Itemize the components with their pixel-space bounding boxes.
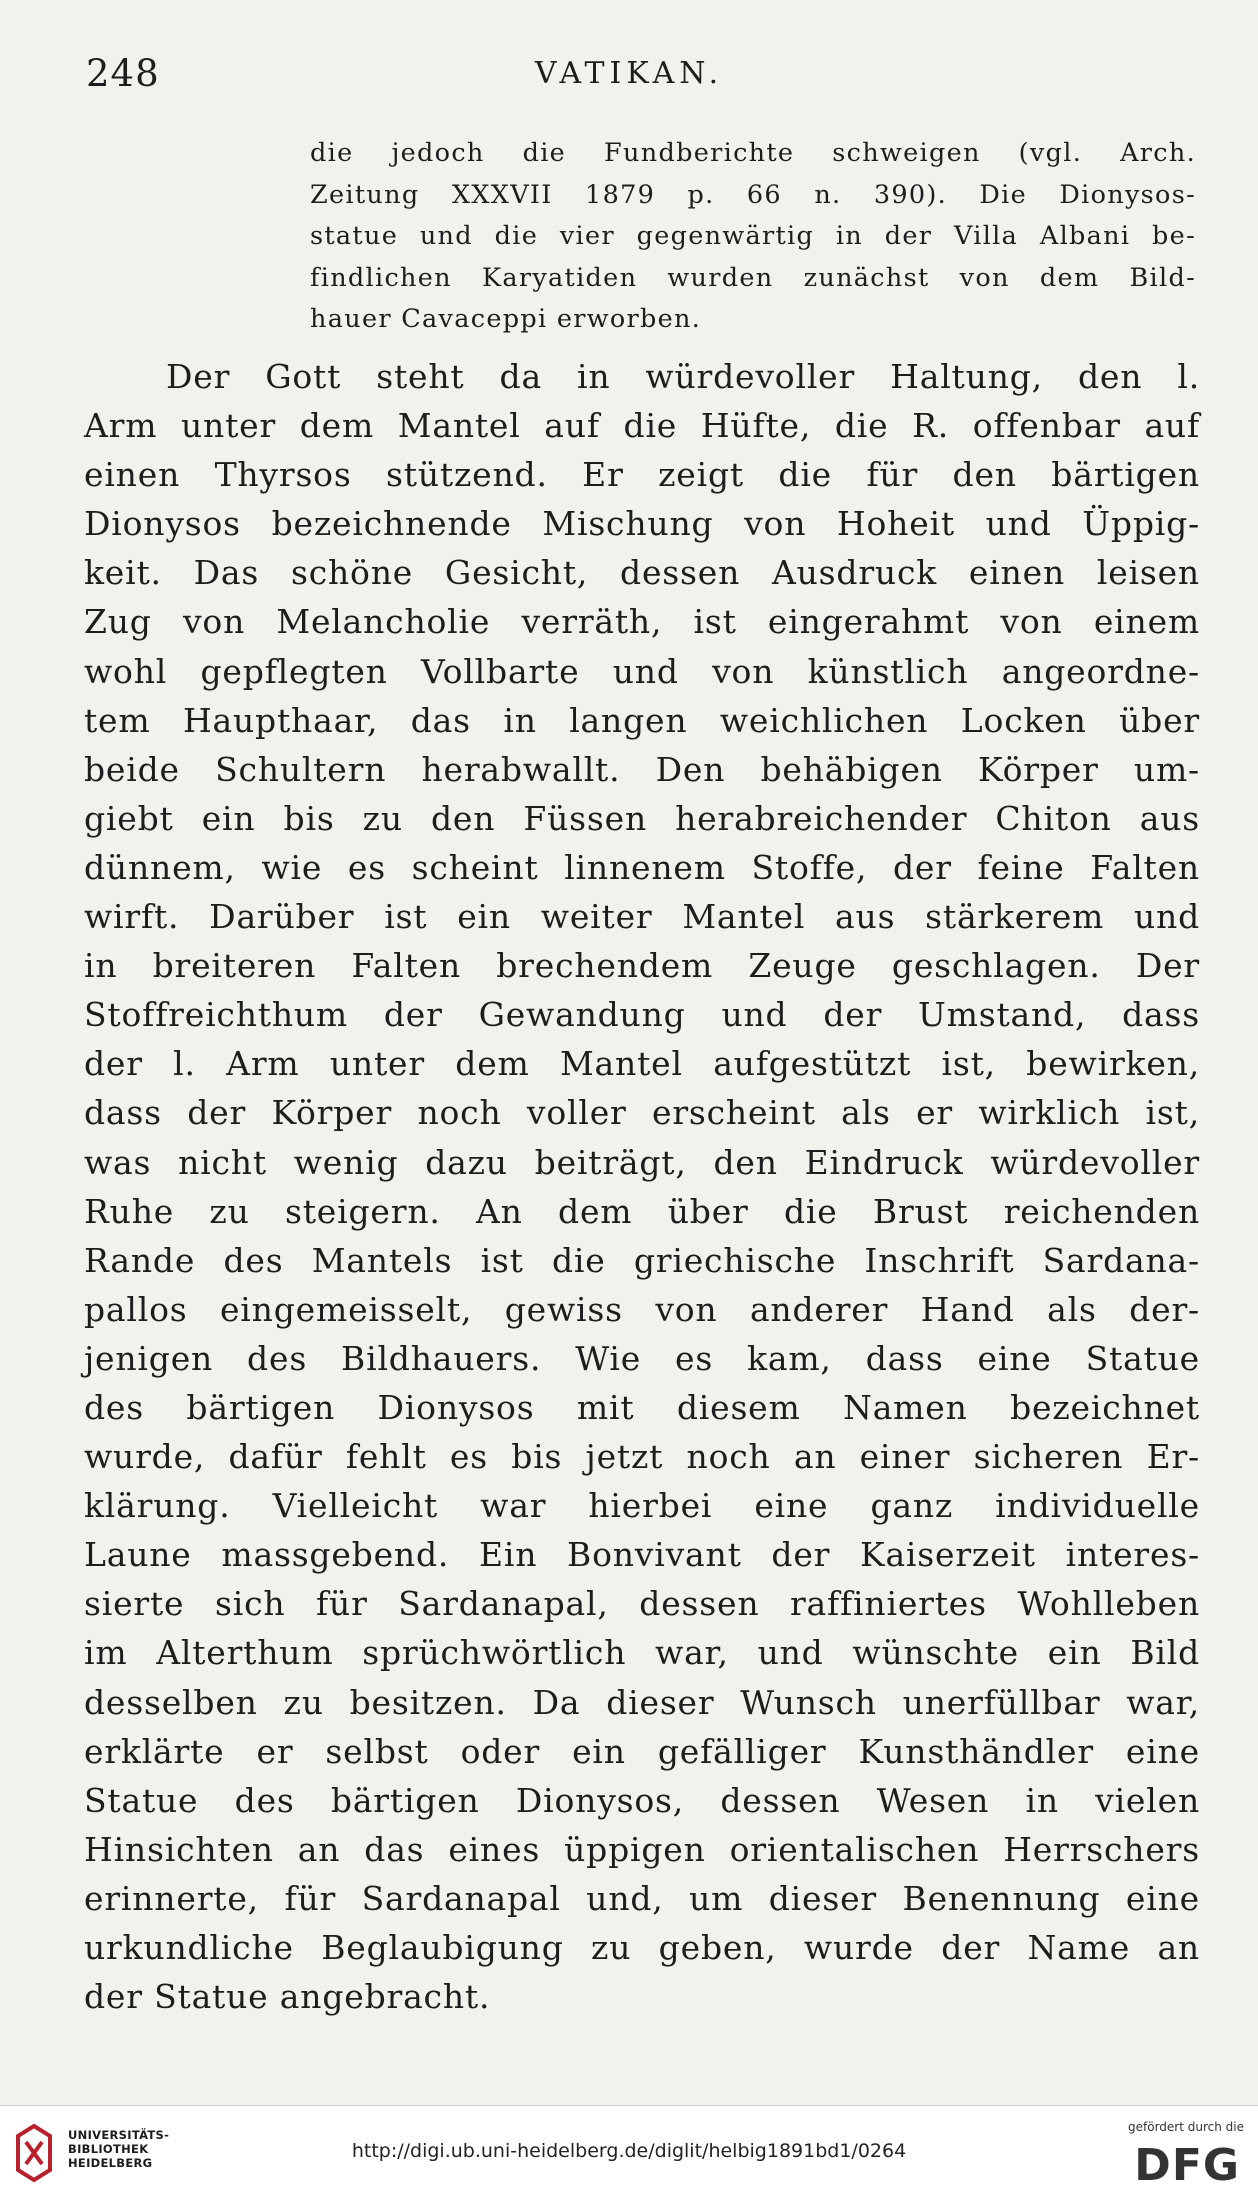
body-paragraph bbox=[84, 352, 1200, 2021]
text-line: Hinsichten an das eines üppigen orientalischen Herrschers bbox=[84, 1829, 1200, 1869]
text-line: erklärte er selbst oder ein gefälliger Kunsthändler eine bbox=[84, 1731, 1200, 1771]
text-line: beide Schultern herabwallt. Den behäbigen Körper um- bbox=[84, 749, 1200, 789]
footnote-line: hauer Cavaceppi erworben. bbox=[310, 304, 702, 334]
page-number: 248 bbox=[86, 52, 160, 95]
text-line: des bärtigen Dionysos mit diesem Namen bezeichnet bbox=[84, 1387, 1200, 1427]
text-line: Statue des bärtigen Dionysos, dessen Wesen in vielen bbox=[84, 1780, 1200, 1820]
text-line: jenigen des Bildhauers. Wie es kam, dass eine Statue bbox=[84, 1338, 1200, 1378]
footnote-line: die jedoch die Fundberichte schweigen (vgl. Arch. bbox=[310, 138, 1196, 168]
text-line: desselben zu besitzen. Da dieser Wunsch unerfüllbar war, bbox=[84, 1682, 1200, 1722]
text-line: im Alterthum sprüchwörtlich war, und wünschte ein Bild bbox=[84, 1633, 1200, 1673]
dfg-logo[interactable]: DFG bbox=[1134, 2140, 1240, 2191]
text-line: giebt ein bis zu den Füssen herabreichender Chiton aus bbox=[84, 798, 1200, 838]
text-line: der l. Arm unter dem Mantel aufgestützt ist, bewirken, bbox=[84, 1044, 1200, 1084]
text-line: was nicht wenig dazu beiträgt, den Eindruck würdevoller bbox=[84, 1142, 1200, 1182]
text-line: in breiteren Falten brechendem Zeuge geschlagen. Der bbox=[84, 946, 1200, 986]
footnote-block bbox=[310, 133, 1196, 341]
text-line: dass der Körper noch voller erscheint als er wirklich ist, bbox=[84, 1093, 1200, 1133]
text-line: sierte sich für Sardanapal, dessen raffiniertes Wohlleben bbox=[84, 1584, 1200, 1624]
text-line: einen Thyrsos stützend. Er zeigt die für den bärtigen bbox=[84, 455, 1200, 495]
text-line: Stoffreichthum der Gewandung und der Umstand, dass bbox=[84, 995, 1200, 1035]
footnote-line: statue und die vier gegenwärtig in der Villa Albani be- bbox=[310, 221, 1196, 251]
footnote-line: Zeitung XXXVII 1879 p. 66 n. 390). Die Dionysos- bbox=[310, 179, 1196, 210]
permalink-url[interactable]: http://digi.ub.uni-heidelberg.de/diglit/helbig1891bd1/0264 bbox=[351, 2140, 907, 2162]
text-line: wohl gepflegten Vollbarte und von künstlich angeordne- bbox=[84, 651, 1200, 691]
text-line: urkundliche Beglaubigung zu geben, wurde der Name an bbox=[84, 1928, 1200, 1967]
text-line: keit. Das schöne Gesicht, dessen Ausdruck einen leisen bbox=[84, 553, 1200, 593]
text-line: Ruhe zu steigern. An dem über die Brust reichenden bbox=[84, 1191, 1200, 1231]
text-line: Arm unter dem Mantel auf die Hüfte, die R. offenbar auf bbox=[84, 406, 1200, 446]
text-line: klärung. Vielleicht war hierbei eine ganz individuelle bbox=[84, 1486, 1200, 1526]
running-title: VATIKAN. bbox=[534, 56, 724, 91]
text-line: Dionysos bezeichnende Mischung von Hoheit und Üppig- bbox=[84, 504, 1200, 544]
text-line: wurde, dafür fehlt es bis jetzt noch an einer sicheren Er- bbox=[84, 1437, 1200, 1477]
text-line: pallos eingemeisselt, gewiss von anderer Hand als der- bbox=[84, 1289, 1200, 1329]
text-line: erinnerte, für Sardanapal und, um dieser Benennung eine bbox=[84, 1878, 1200, 1918]
text-line: Der Gott steht da in würdevoller Haltung, den l. bbox=[166, 357, 1200, 396]
footnote-line: findlichen Karyatiden wurden zunächst von dem Bild- bbox=[310, 262, 1196, 293]
text-line: der Statue angebracht. bbox=[84, 1977, 491, 2017]
text-line: Zug von Melancholie verräth, ist eingerahmt von einem bbox=[84, 602, 1200, 642]
text-line: Rande des Mantels ist die griechische Inschrift Sardana- bbox=[84, 1240, 1200, 1280]
viewer-footer bbox=[0, 2105, 1258, 2198]
text-line: Laune massgebend. Ein Bonvivant der Kaiserzeit interes- bbox=[84, 1535, 1200, 1575]
funding-caption: gefördert durch die bbox=[1128, 2120, 1244, 2134]
text-line: wirft. Darüber ist ein weiter Mantel aus stärkerem und bbox=[84, 897, 1200, 937]
library-name: UNIVERSITÄTS- BIBLIOTHEK HEIDELBERG bbox=[68, 2128, 170, 2170]
text-line: tem Haupthaar, das in langen weichlichen Locken über bbox=[84, 700, 1200, 740]
text-line: dünnem, wie es scheint linnenem Stoffe, der feine Falten bbox=[84, 847, 1200, 887]
